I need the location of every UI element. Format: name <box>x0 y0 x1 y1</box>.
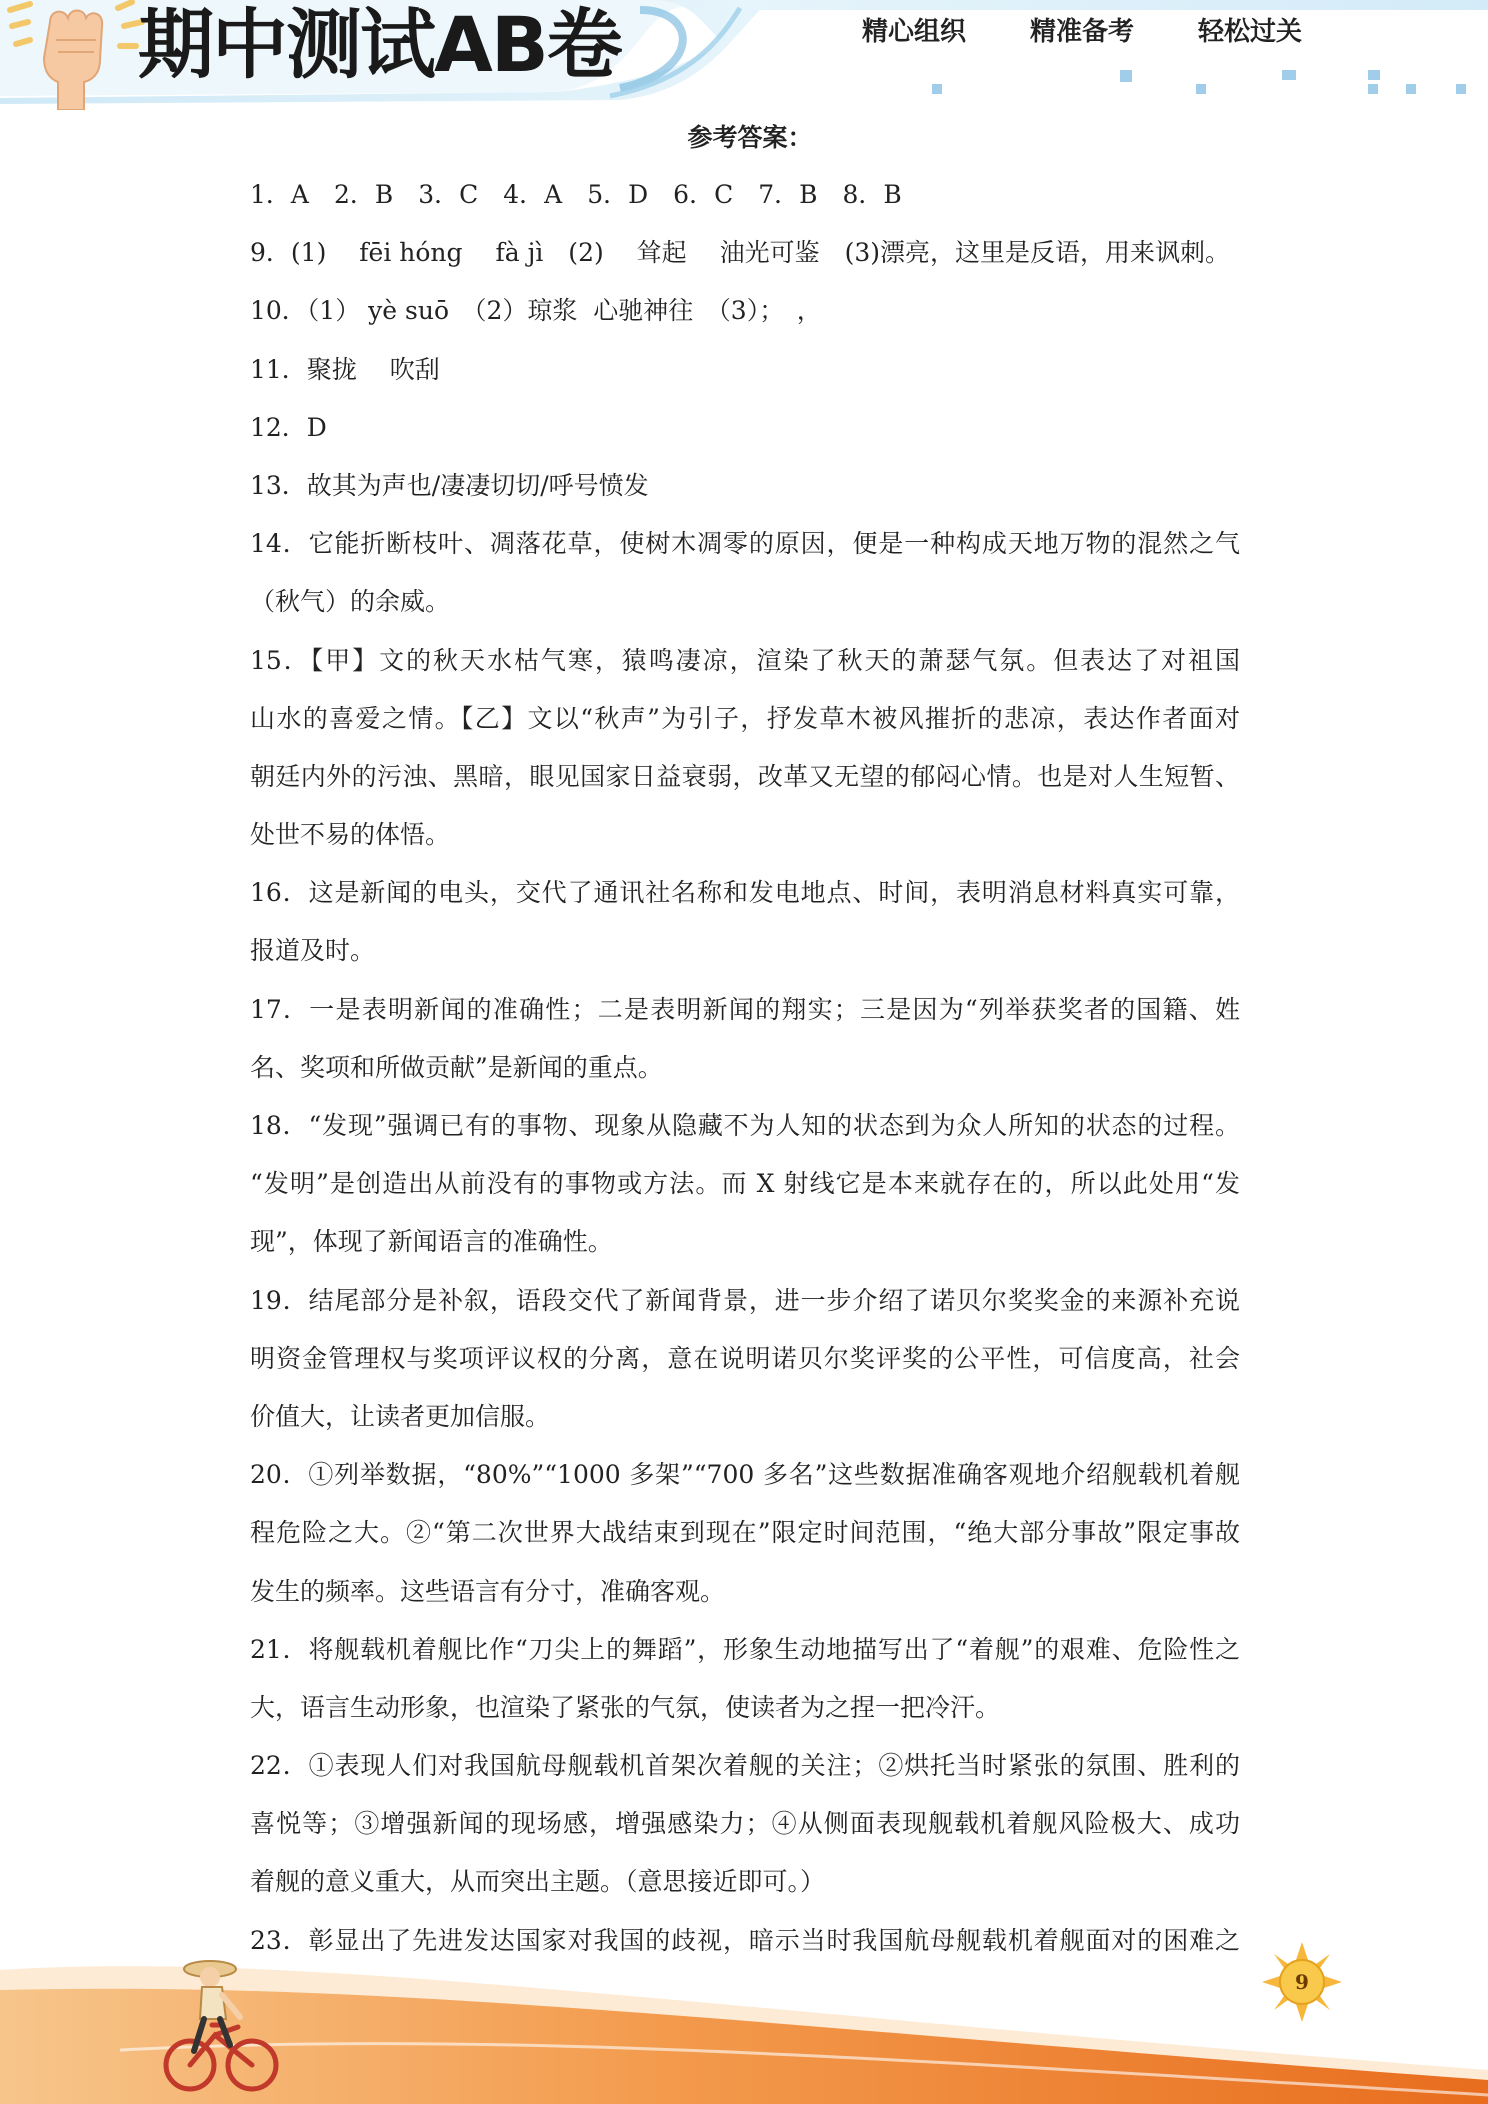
page-number: 9 <box>1295 1970 1309 1994</box>
answer-line: 19．结尾部分是补叙，语段交代了新闻背景，进一步介绍了诺贝尔奖奖金的来源补充说 <box>250 1285 1240 1315</box>
answer-line: 处世不易的体悟。 <box>250 820 451 850</box>
page-title: 期中测试AB卷 <box>138 0 621 89</box>
answer-line: 现”，体现了新闻语言的准确性。 <box>250 1227 613 1257</box>
answer-line: 10．（1） yè suō （2）琼浆 心驰神往 （3）； ， <box>250 296 822 326</box>
answer-line: 山水的喜爱之情。【乙】文以“秋声”为引子，抒发草木被风摧折的悲凉，表达作者面对 <box>250 703 1240 733</box>
answer-line: 13．故其为声也/凄凄切切/呼号愤发 <box>250 470 649 500</box>
answer-line: 23．彰显出了先进发达国家对我国的歧视，暗示当时我国航母舰载机着舰面对的困难之 <box>250 1925 1240 1955</box>
answer-line: 发生的频率。这些语言有分寸，准确客观。 <box>250 1576 726 1606</box>
slogan-text: 精心组织 <box>862 17 967 47</box>
answer-line: 18．“发现”强调已有的事物、现象从隐藏不为人知的状态到为众人所知的状态的过程。 <box>250 1111 1240 1140</box>
answer-line: 1．A 2．B 3．C 4．A 5．D 6．C 7．B 8．B <box>250 180 902 209</box>
answer-line: 21．将舰载机着舰比作“刀尖上的舞蹈”，形象生动地描写出了“着舰”的艰难、危险性之 <box>250 1634 1240 1664</box>
answer-line: 11．聚拢 吹刮 <box>250 354 440 384</box>
answer-line: 16．这是新闻的电头，交代了通讯社名称和发电地点、时间，表明消息材料真实可靠， <box>250 878 1240 908</box>
answer-line: 大，语言生动形象，也渲染了紧张的气氛，使读者为之捏一把冷汗。 <box>250 1692 1001 1722</box>
answer-line: 22．①表现人们对我国航母舰载机首架次着舰的关注；②烘托当时紧张的氛围、胜利的 <box>250 1751 1240 1781</box>
answer-line: 价值大，让读者更加信服。 <box>250 1401 551 1431</box>
page-header <box>0 0 1488 110</box>
cyclist-icon <box>160 1955 280 2095</box>
answer-line: 报道及时。 <box>250 936 376 966</box>
answer-line: 9．(1) fēi hóng fà jì (2) 耸起 油光可鉴 (3)漂亮，这里是反语，用来讽刺。 <box>250 238 1231 268</box>
answer-line: 喜悦等；③增强新闻的现场感，增强感染力；④从侧面表现舰载机着舰风险极大、成功 <box>250 1809 1240 1839</box>
slogan-text: 精准备考 <box>1029 17 1134 47</box>
answer-line: 20．①列举数据，“80%”“1000 多架”“700 多名”这些数据准确客观地介绍舰载机着舰 <box>250 1460 1240 1490</box>
answer-line: 12．D <box>250 412 327 442</box>
answer-line: 明资金管理权与奖项评议权的分离，意在说明诺贝尔奖评奖的公平性，可信度高，社会 <box>250 1343 1240 1373</box>
answer-line: 着舰的意义重大，从而突出主题。（意思接近即可。） <box>250 1867 826 1897</box>
slogan-text: 轻松过关 <box>1197 17 1302 47</box>
answer-key <box>250 118 1240 1970</box>
answer-line: 15．【甲】文的秋天水枯气寒，猿鸣凄凉，渲染了秋天的萧瑟气氛。但表达了对祖国 <box>250 645 1240 675</box>
answer-line: 14．它能折断枝叶、凋落花草，使树木凋零的原因，便是一种构成天地万物的混然之气 <box>250 529 1240 559</box>
answer-line: 17．一是表明新闻的准确性；二是表明新闻的翔实；三是因为“列举获奖者的国籍、姓 <box>250 994 1240 1024</box>
answer-line: 名、奖项和所做贡献”是新闻的重点。 <box>250 1052 663 1082</box>
answer-line: 程危险之大。②“第二次世界大战结束到现在”限定时间范围，“绝大部分事故”限定事故 <box>250 1518 1240 1548</box>
answer-line: （秋气）的余威。 <box>250 587 451 617</box>
decorative-dots <box>0 0 1488 110</box>
answer-line: 朝廷内外的污浊、黑暗，眼见国家日益衰弱，改革又无望的郁闷心情。也是对人生短暂、 <box>250 761 1240 791</box>
answer-line: “发明”是创造出从前没有的事物或方法。而 X 射线它是本来就存在的，所以此处用“发 <box>250 1169 1240 1199</box>
answer-lines <box>250 166 1240 1970</box>
answer-heading: 参考答案： <box>687 123 813 152</box>
